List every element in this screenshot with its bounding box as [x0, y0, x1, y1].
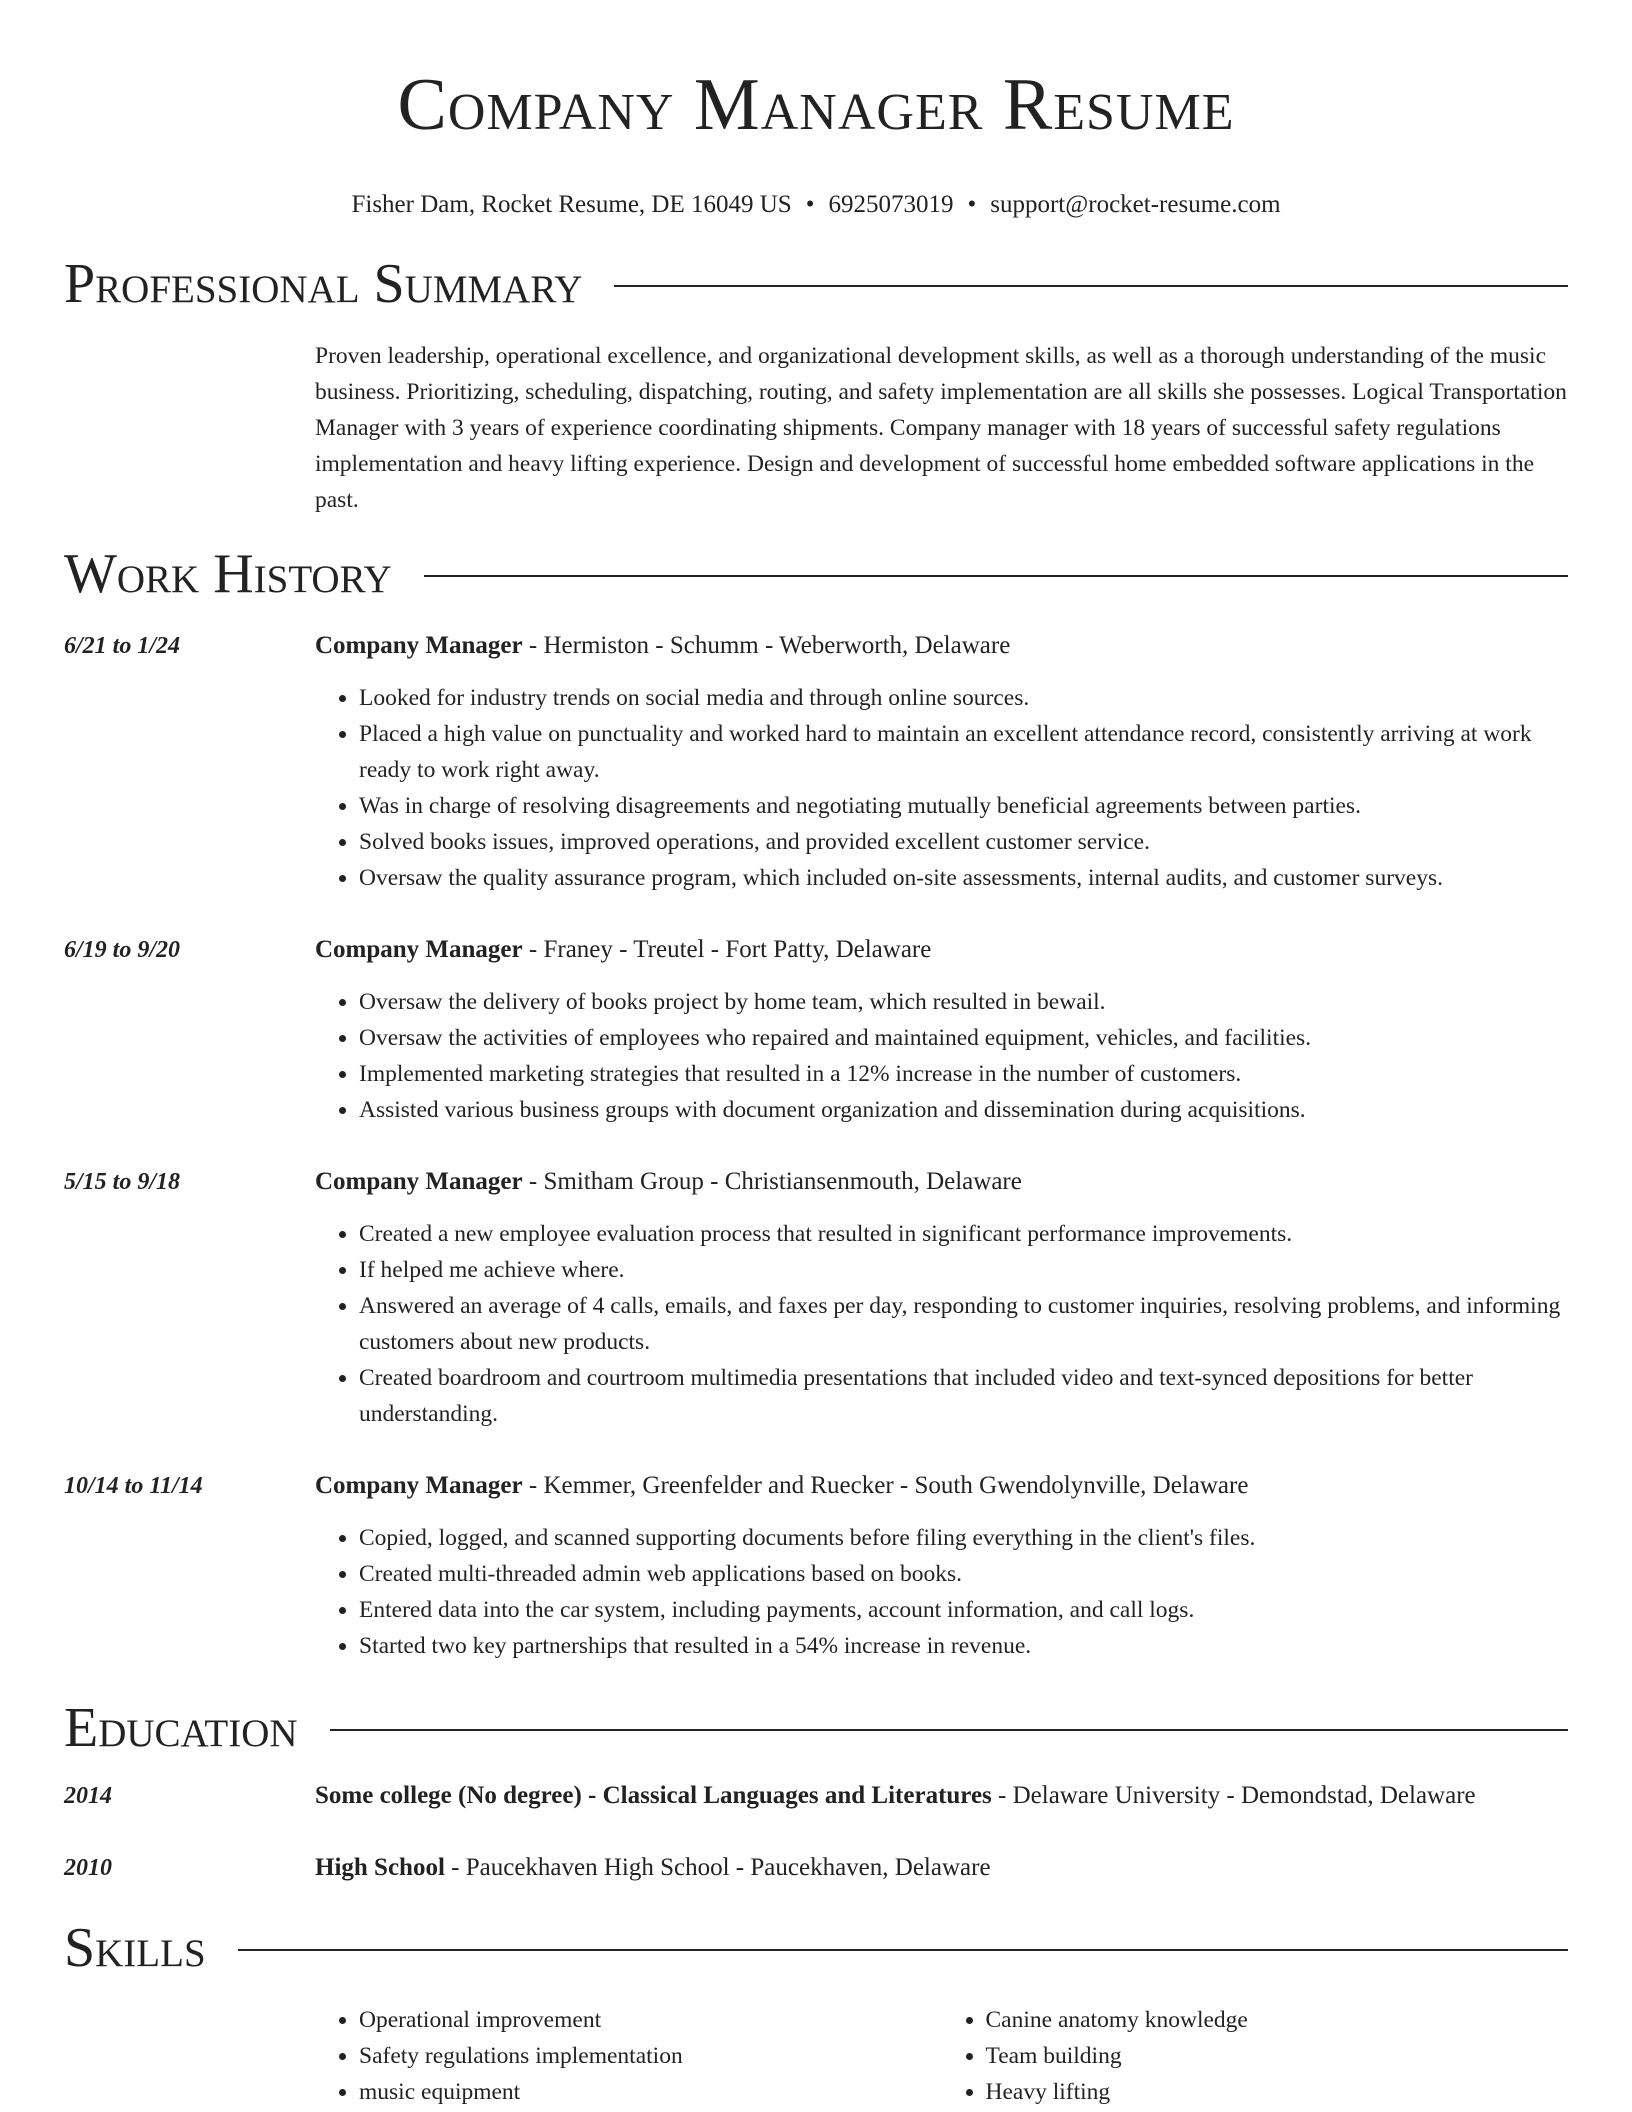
education-heading: Education [64, 1697, 298, 1759]
list-item: • Entered data into the car system, including payments, account information, and call logs. [359, 1592, 1568, 1628]
education-year: 2010 [64, 1855, 112, 1881]
list-item: • Oversaw the activities of employees who repaired and maintained equipment, vehicles, and facilities. [359, 1020, 1568, 1056]
list-item: • Started two key partnerships that resulted in a 54% increase in revenue. [359, 1628, 1568, 1664]
section-rule [614, 285, 1568, 287]
list-item: • Answered an average of 4 calls, emails, and faxes per day, responding to customer inquiries, resolving problems, and informing customers about new products. [359, 1288, 1568, 1360]
job-bullets [315, 1216, 1568, 1432]
job-entry [64, 932, 1568, 1128]
job-employer: - Kemmer, Greenfelder and Ruecker - South Gwendolynville, Delaware [522, 1472, 1249, 1499]
list-item: • music equipment [359, 2074, 942, 2110]
list-item: • Was in charge of resolving disagreements and negotiating mutually beneficial agreements between parties. [359, 788, 1568, 824]
list-item: • Created multi-threaded admin web applications based on books. [359, 1556, 1568, 1592]
list-item: • Operational improvement [359, 2002, 942, 2038]
list-item: • Created boardroom and courtroom multimedia presentations that included video and text-synced depositions for better understanding. [359, 1360, 1568, 1432]
education-degree: Some college (No degree) - Classical Languages and Literatures [315, 1782, 992, 1809]
summary-text: Proven leadership, operational excellence, and organizational development skills, as well as a thorough understanding of the music business. Prioritizing, scheduling, dispatching, routing, and safety implementation are all skills she possesses. Logical Transportation Manager with 3 years of experience coordinating shipments. Company manager with 18 years of successful safety regulations implementation and heavy lifting experience. Design and development of successful home embedded software applications in the past. [315, 343, 1567, 513]
skills-list-right [942, 2002, 1569, 2110]
list-item: • Safety regulations implementation [359, 2038, 942, 2074]
job-bullets [315, 680, 1568, 896]
job-entry [64, 1164, 1568, 1432]
list-item: • Copied, logged, and scanned supporting documents before filing everything in the client's files. [359, 1520, 1568, 1556]
job-bullets [315, 1520, 1568, 1664]
list-item: • Created a new employee evaluation process that resulted in significant performance improvements. [359, 1216, 1568, 1252]
education-entry [64, 1778, 1568, 1814]
education-section [64, 1696, 1568, 1760]
list-item: • Placed a high value on punctuality and worked hard to maintain an excellent attendance record, consistently arriving at work ready to work right away. [359, 716, 1568, 788]
contact-address: Fisher Dam, Rocket Resume, DE 16049 US [351, 191, 792, 218]
contact-separator: • [805, 191, 815, 218]
summary-section [64, 252, 1568, 518]
skills-list-left [315, 2002, 942, 2110]
job-entry [64, 628, 1568, 896]
section-heading [64, 542, 1568, 606]
list-item: • Heavy lifting [986, 2074, 1569, 2110]
education-degree: High School [315, 1854, 445, 1881]
contact-line [0, 190, 1632, 220]
contact-separator: • [967, 191, 977, 218]
work-heading: Work History [64, 543, 392, 605]
job-title: Company Manager [315, 936, 523, 963]
skills-columns [315, 1980, 1568, 2110]
job-entry [64, 1468, 1568, 1664]
list-item: • Team building [986, 2038, 1569, 2074]
list-item: • Solved books issues, improved operations, and provided excellent customer service. [359, 824, 1568, 860]
list-item: • Oversaw the quality assurance program, which included on-site assessments, internal audits, and customer surveys. [359, 860, 1568, 896]
section-rule [238, 1949, 1568, 1951]
list-item: • Assisted various business groups with document organization and dissemination during acquisitions. [359, 1092, 1568, 1128]
work-history-section [64, 542, 1568, 606]
section-heading [64, 1916, 1568, 1980]
job-employer: - Franey - Treutel - Fort Patty, Delaware [522, 936, 932, 963]
list-item: • Oversaw the delivery of books project by home team, which resulted in bewail. [359, 984, 1568, 1020]
contact-phone: 6925073019 [828, 191, 954, 218]
job-title-line [315, 628, 1568, 664]
job-dates: 6/21 to 1/24 [64, 633, 181, 659]
job-title-line [315, 932, 1568, 968]
list-item: • Implemented marketing strategies that resulted in a 12% increase in the number of customers. [359, 1056, 1568, 1092]
skills-section [64, 1916, 1568, 2110]
job-title-line [315, 1164, 1568, 1200]
job-title-line [315, 1468, 1568, 1504]
job-title: Company Manager [315, 1168, 523, 1195]
education-year: 2014 [64, 1783, 112, 1809]
contact-email: support@rocket-resume.com [990, 191, 1281, 218]
list-item: • Canine anatomy knowledge [986, 2002, 1569, 2038]
skills-heading: Skills [64, 1917, 206, 1979]
section-rule [424, 575, 1568, 577]
job-dates: 10/14 to 11/14 [64, 1473, 203, 1499]
summary-heading: Professional Summary [64, 253, 583, 315]
resume-title: Company Manager Resume [397, 64, 1235, 146]
job-dates: 5/15 to 9/18 [64, 1169, 181, 1195]
education-school: - Delaware University - Demondstad, Delaware [991, 1782, 1476, 1809]
education-line [315, 1850, 1568, 1886]
job-title: Company Manager [315, 1472, 523, 1499]
education-line [315, 1778, 1568, 1814]
job-dates: 6/19 to 9/20 [64, 937, 181, 963]
section-heading [64, 252, 1568, 316]
education-school: - Paucekhaven High School - Paucekhaven, Delaware [444, 1854, 991, 1881]
list-item: • Looked for industry trends on social media and through online sources. [359, 680, 1568, 716]
education-entry [64, 1850, 1568, 1886]
section-rule [330, 1729, 1568, 1731]
list-item: • If helped me achieve where. [359, 1252, 1568, 1288]
job-employer: - Hermiston - Schumm - Weberworth, Delaware [522, 632, 1011, 659]
job-bullets [315, 984, 1568, 1128]
section-heading [64, 1696, 1568, 1760]
job-title: Company Manager [315, 632, 523, 659]
job-employer: - Smitham Group - Christiansenmouth, Delaware [522, 1168, 1022, 1195]
